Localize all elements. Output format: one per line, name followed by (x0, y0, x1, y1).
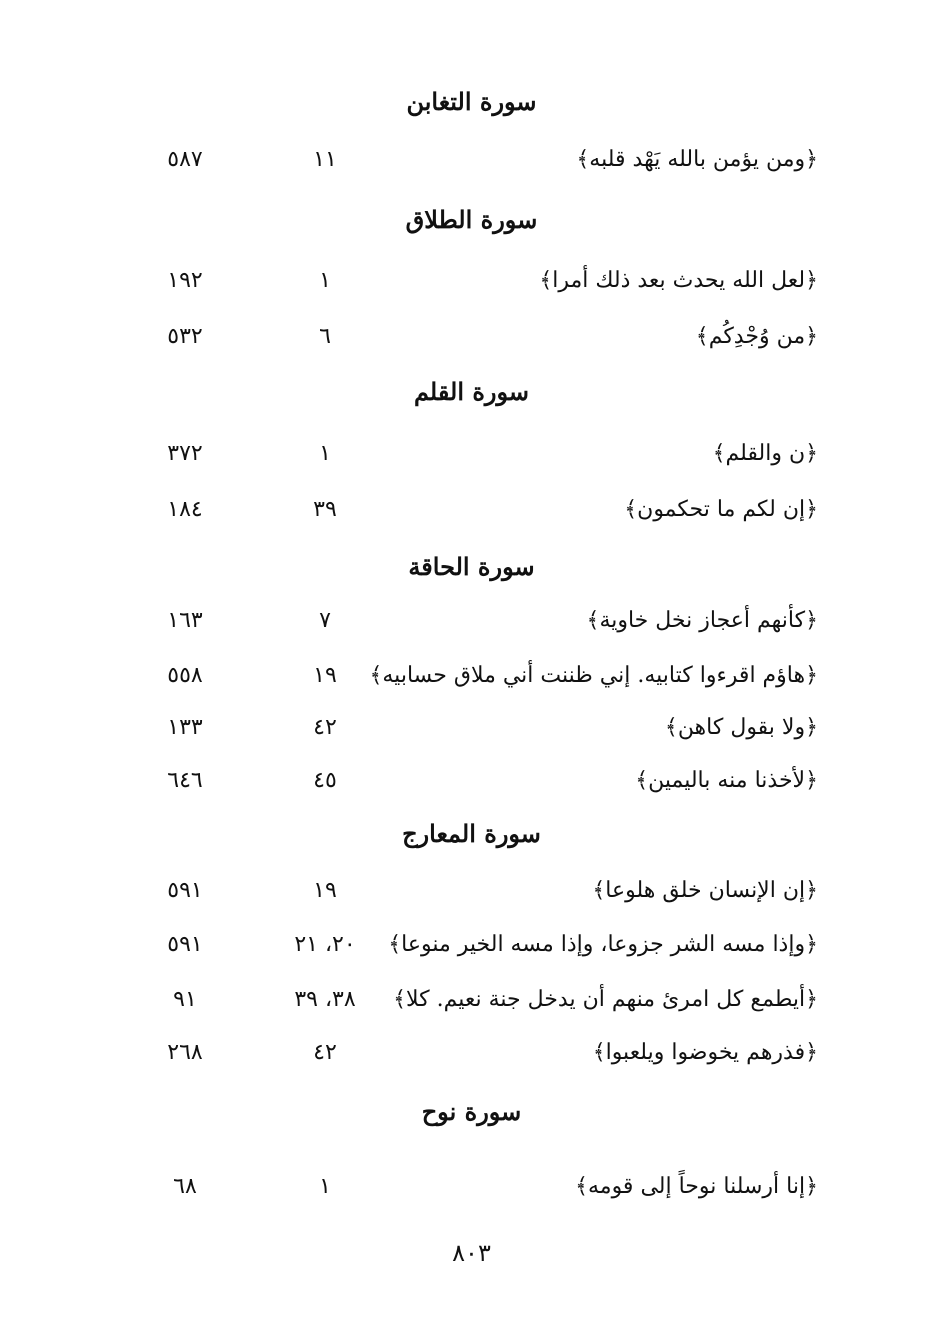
section-title-maarij: سورة المعارج (402, 819, 541, 848)
index-entry (0, 873, 943, 909)
index-entry (0, 142, 943, 178)
page-reference: ٥٩١ (167, 878, 203, 903)
section-title-qalam: سورة القلم (413, 377, 530, 406)
verse-text: ﴿كأنهم أعجاز نخل خاوية﴾ (586, 608, 818, 633)
index-entry (0, 927, 943, 963)
page-number: ٨٠٣ (452, 1239, 491, 1267)
section-title-talaq: سورة الطلاق (405, 205, 538, 234)
ayah-number: ٢٠، ٢١ (294, 932, 356, 957)
index-entry (0, 1035, 943, 1071)
verse-text: ﴿إن لكم ما تحكمون﴾ (624, 497, 818, 522)
index-entry (0, 763, 943, 799)
verse-text: ﴿إنا أرسلنا نوحاً إلى قومه﴾ (575, 1174, 818, 1199)
page-reference: ٢٦٨ (167, 1040, 203, 1065)
ayah-number: ٣٩ (313, 497, 337, 522)
section-title-nuh: سورة نوح (421, 1097, 522, 1126)
page-reference: ٩١ (173, 987, 197, 1012)
index-entry (0, 982, 943, 1018)
index-entry (0, 710, 943, 746)
section-title-taghabun: سورة التغابن (406, 87, 537, 116)
ayah-number: ١١ (313, 147, 337, 172)
ayah-number: ٦ (319, 324, 331, 349)
ayah-number: ١ (319, 268, 331, 293)
page-reference: ٥٣٢ (167, 324, 203, 349)
verse-text: ﴿إن الإنسان خلق هلوعا﴾ (592, 878, 818, 903)
ayah-number: ١٩ (313, 878, 337, 903)
index-entry (0, 319, 943, 355)
ayah-number: ٤٢ (313, 715, 337, 740)
page-reference: ٦٤٦ (167, 768, 203, 793)
ayah-number: ٧ (319, 608, 331, 633)
verse-text: ﴿ومن يؤمن بالله يَهْد قلبه﴾ (576, 147, 818, 172)
ayah-number: ١٩ (313, 663, 337, 688)
ayah-number: ١ (319, 441, 331, 466)
index-entry (0, 492, 943, 528)
verse-text: ﴿ولا بقول كاهن﴾ (664, 715, 818, 740)
page-reference: ٣٧٢ (167, 441, 203, 466)
verse-text: ﴿لعل الله يحدث بعد ذلك أمرا﴾ (539, 268, 818, 293)
verse-text: ﴿هاؤم اقرءوا كتابيه. إني ظننت أني ملاق حسابيه﴾ (369, 663, 818, 688)
verse-text: ﴿لأخذنا منه باليمين﴾ (635, 768, 818, 793)
section-title-haqqa: سورة الحاقة (408, 552, 535, 581)
verse-text: ﴿ن والقلم﴾ (712, 441, 818, 466)
ayah-number: ١ (319, 1174, 331, 1199)
index-entry (0, 603, 943, 639)
ayah-number: ٤٢ (313, 1040, 337, 1065)
page-reference: ٥٩١ (167, 932, 203, 957)
page-reference: ١٩٢ (167, 268, 203, 293)
ayah-number: ٣٨، ٣٩ (294, 987, 356, 1012)
page-reference: ٦٨ (173, 1174, 197, 1199)
ayah-number: ٤٥ (313, 768, 337, 793)
index-entry (0, 1169, 943, 1205)
verse-text: ﴿وإذا مسه الشر جزوعا، وإذا مسه الخير منوعا﴾ (388, 932, 818, 957)
index-entry (0, 436, 943, 472)
page-reference: ٥٨٧ (167, 147, 203, 172)
page-reference: ١٣٣ (167, 715, 203, 740)
page-reference: ١٦٣ (167, 608, 203, 633)
verse-text: ﴿فذرهم يخوضوا ويلعبوا﴾ (592, 1040, 818, 1065)
verse-text: ﴿من وُجْدِكُم﴾ (695, 324, 818, 349)
index-entry (0, 658, 943, 694)
page-reference: ١٨٤ (167, 497, 203, 522)
verse-text: ﴿أيطمع كل امرئ منهم أن يدخل جنة نعيم. كلا﴾ (393, 987, 818, 1012)
index-entry (0, 263, 943, 299)
page-reference: ٥٥٨ (167, 663, 203, 688)
